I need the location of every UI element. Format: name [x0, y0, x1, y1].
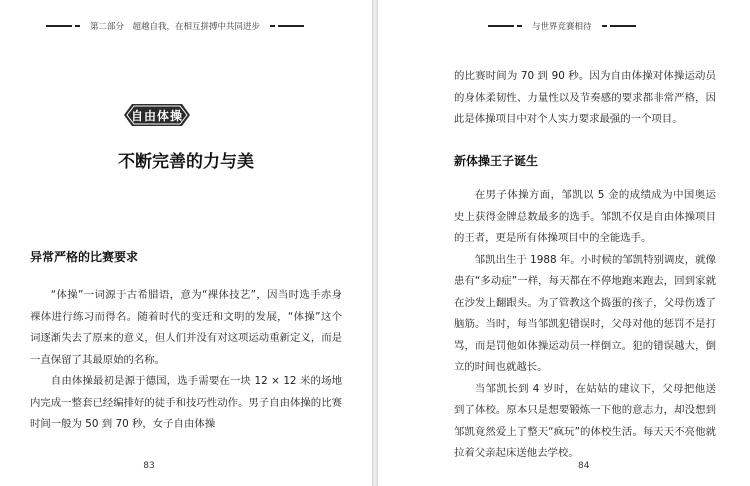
paragraph: 在男子体操方面，邹凯以 5 金的成绩成为中国奥运史上获得金牌总数最多的选手。邹凯不仅是自由体操项目的王者，更是所有体操项目中的全能选手。	[454, 189, 716, 244]
paragraph: “体操”一词源于古希腊语，意为“裸体技艺”，因当时选手赤身裸体进行练习而得名。随着时代的变迁和文明的发展，“体操”这个词逐渐失去了原来的意义，但人们并没有对这项运动重新定义，而是一直保留了其最原始的名称。	[30, 289, 342, 366]
header-rule	[488, 25, 514, 27]
chapter-title: 不断完善的力与美	[118, 152, 254, 172]
topic-badge	[124, 104, 190, 126]
right-header-text: 与世界竞赛相待	[532, 22, 592, 32]
paragraph: 邹凯出生于 1988 年。小时候的邹凯特别调皮，就像患有“多动症”一样，每天都在不停地跑来跑去，回到家就在沙发上翻跟头。为了管教这个捣蛋的孩子，父母伤透了脑筋。当时，每当邹凯犯错误时，父母对他的惩罚不是打骂，而是罚他如体操运动员一样倒立。犯的错误越大，倒立的时间也就越长。	[454, 253, 716, 373]
left-page	[0, 0, 372, 486]
page-number: 83	[143, 461, 155, 471]
section-heading: 新体操王子诞生	[454, 154, 539, 168]
right-body-text	[454, 185, 716, 465]
left-running-header	[46, 19, 304, 33]
right-page	[378, 0, 750, 486]
left-body-text	[30, 285, 342, 436]
header-rule	[278, 25, 304, 27]
badge-label: 自由体操	[130, 108, 183, 123]
paragraph: 自由体操最初是源于德国，选手需要在一块 12 × 12 米的场地内完成一整套已经编排好的徒手和技巧性动作。男子自由体操的比赛时间一般为 50 到 70 秒，女子自由体操	[30, 375, 342, 430]
left-header-text: 第二部分 超越自我，在相互拼搏中共同进步	[90, 22, 261, 32]
header-rule	[610, 25, 636, 27]
header-rule-dot	[270, 25, 275, 27]
paragraph: 的比赛时间为 70 到 90 秒。因为自由体操对体操运动员的身体柔韧性、力量性以及节奏感的要求都非常严格，因此是体操项目中对个人实力要求最强的一个项目。	[454, 70, 716, 125]
paragraph: 当邹凯长到 4 岁时，在姑姑的建议下，父母把他送到了体校。原本只是想要锻炼一下他的意志力，却没想到邹凯竟然爱上了整天“疯玩”的体校生活。每天天不亮他就拉着父亲起床送他去学校。	[454, 382, 716, 459]
right-continuation-text	[454, 66, 716, 131]
right-running-header	[488, 19, 636, 33]
page-number: 84	[578, 461, 590, 471]
header-rule	[46, 25, 72, 27]
header-rule-dot	[75, 25, 80, 27]
section-heading: 异常严格的比赛要求	[30, 250, 139, 264]
header-rule-dot	[602, 25, 607, 27]
header-rule-dot	[517, 25, 522, 27]
